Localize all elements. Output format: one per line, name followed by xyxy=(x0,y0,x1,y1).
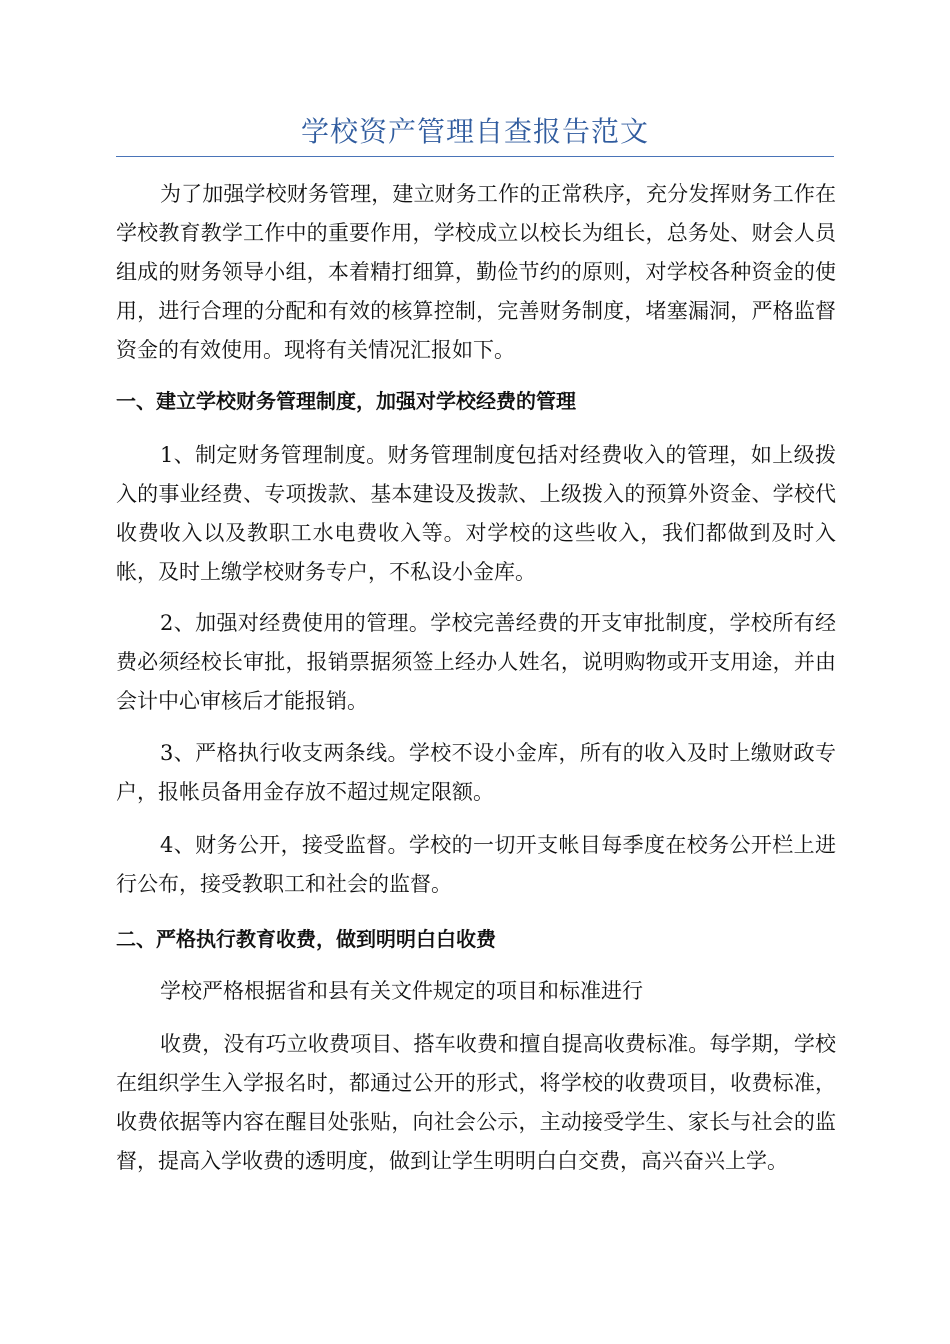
section-2-paragraph-1: 学校严格根据省和县有关文件规定的项目和标准进行 xyxy=(160,979,643,1003)
section-1-item-3: 3、严格执行收支两条线。学校不设小金库，所有的收入及时上缴财政专户，报帐员备用金存放不超过规定限额。 xyxy=(116,741,836,804)
section-1-item-2: 2、加强对经费使用的管理。学校完善经费的开支审批制度，学校所有经费必须经校长审批，报销票据须签上经办人姓名，说明购物或开支用途，并由会计中心审核后才能报销。 xyxy=(116,611,836,713)
section-1-item-4: 4、财务公开，接受监督。学校的一切开支帐目每季度在校务公开栏上进行公布，接受教职工和社会的监督。 xyxy=(116,833,836,896)
section-2-heading: 二、严格执行教育收费，做到明明白白收费 xyxy=(116,927,496,951)
title-block xyxy=(116,112,834,157)
page-title: 学校资产管理自查报告范文 xyxy=(300,115,649,148)
section-2-paragraph-2: 收费，没有巧立收费项目、搭车收费和擅自提高收费标准。每学期，学校在组织学生入学报名时，都通过公开的形式，将学校的收费项目，收费标准，收费依据等内容在醒目处张贴，向社会公示，主动接受学生、家长与社会的监督，提高入学收费的透明度，做到让学生明明白白交费，高兴奋兴上学。 xyxy=(116,1032,836,1173)
section-1-heading: 一、建立学校财务管理制度，加强对学校经费的管理 xyxy=(116,389,576,413)
section-1-item-1: 1、制定财务管理制度。财务管理制度包括对经费收入的管理，如上级拨入的事业经费、专项拨款、基本建设及拨款、上级拨入的预算外资金、学校代收费收入以及教职工水电费收入等。对学校的这些收入，我们都做到及时入帐，及时上缴学校财务专户，不私设小金库。 xyxy=(116,443,836,584)
intro-paragraph: 为了加强学校财务管理，建立财务工作的正常秩序，充分发挥财务工作在学校教育教学工作中的重要作用，学校成立以校长为组长，总务处、财会人员组成的财务领导小组，本着精打细算，勤俭节约的原则，对学校各种资金的使用，进行合理的分配和有效的核算控制，完善财务制度，堵塞漏洞，严格监督资金的有效使用。现将有关情况汇报如下。 xyxy=(116,182,836,362)
